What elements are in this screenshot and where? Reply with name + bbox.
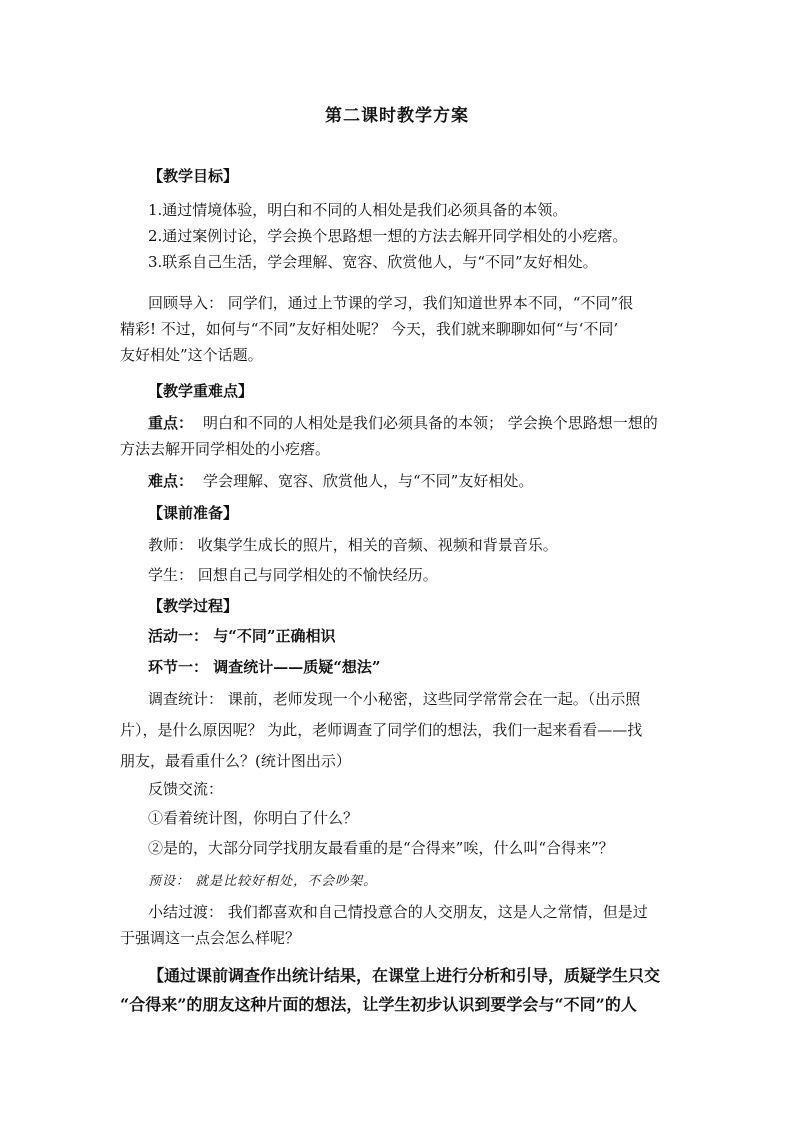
difficulty-text: 学会理解、宽容、欣赏他人，与“不同”友好相处。 (203, 472, 534, 490)
key-point-label: 重点： (148, 414, 194, 432)
process-heading: 【教学过程】 (148, 597, 239, 615)
review-intro-line-2: 精彩! 不过，如何与“不同”友好相处呢？ 今天，我们就来聊聊如何“与‘不同’ (120, 320, 619, 338)
keypoints-heading: 【教学重难点】 (148, 382, 254, 400)
review-intro-line-1: 回顾导入： 同学们，通过上节课的学习，我们知道世界本不同，“不同”很 (148, 294, 634, 312)
objective-item-2: 2.通过案例讨论，学会换个思路想一想的方法去解开同学相处的小疙瘩。 (148, 227, 628, 245)
survey-line-1: 调查统计： 课前，老师发现一个小秘密，这些同学常常会在一起。（出示照 (148, 690, 641, 708)
summary-line-1: 小结过渡： 我们都喜欢和自己情投意合的人交朋友，这是人之常情，但是过 (148, 903, 648, 921)
review-intro-line-3: 友好相处”这个话题。 (120, 346, 263, 364)
objective-item-3: 3.联系自己生活，学会理解、宽容、欣赏他人，与“不同”友好相处。 (148, 253, 598, 271)
prep-heading: 【课前准备】 (148, 504, 239, 522)
key-point-text: 明白和不同的人相处是我们必须具备的本领； 学会换个思路想一想的 (203, 414, 658, 432)
activity-title: 活动一： 与“不同”正确相识 (148, 627, 336, 645)
difficulty-label: 难点： (148, 472, 194, 490)
prep-teacher: 教师： 收集学生成长的照片，相关的音频、视频和背景音乐。 (148, 536, 558, 554)
key-point-line-2: 方法去解开同学相处的小疙瘩。 (120, 440, 331, 458)
survey-line-2: 片），是什么原因呢？ 为此，老师调查了同学们的想法，我们一起来看看——找 (120, 721, 643, 739)
objectives-heading: 【教学目标】 (148, 167, 239, 185)
page-title: 第二课时教学方案 (325, 106, 469, 126)
design-note-line-1: 【通过课前调查作出统计结果，在课堂上进行分析和引导，质疑学生只交 (148, 966, 661, 985)
difficulty-line (148, 471, 533, 491)
question-2: ②是的，大部分同学找朋友最看重的是“合得来”唉，什么叫“合得来”？ (148, 839, 614, 857)
objective-item-1: 1.通过情境体验，明白和不同的人相处是我们必须具备的本领。 (148, 201, 568, 219)
design-note-line-2: “合得来”的朋友这种片面的想法，让学生初步认识到要学会与“不同”的人 (120, 995, 637, 1014)
survey-line-3: 朋友，最看重什么？(统计图出示） (120, 752, 351, 770)
prep-student: 学生： 回想自己与同学相处的不愉快经历。 (148, 566, 438, 584)
step-title: 环节一： 调查统计——质疑“想法” (148, 658, 381, 676)
summary-line-2: 于强调这一点会怎么样呢？ (120, 929, 301, 947)
feedback-label: 反馈交流： (148, 780, 224, 798)
question-1: ①看着统计图，你明白了什么？ (148, 809, 359, 827)
key-point-line-1 (148, 413, 658, 433)
preset-answer: 预设： 就是比较好相处，不会吵架。 (148, 874, 378, 889)
